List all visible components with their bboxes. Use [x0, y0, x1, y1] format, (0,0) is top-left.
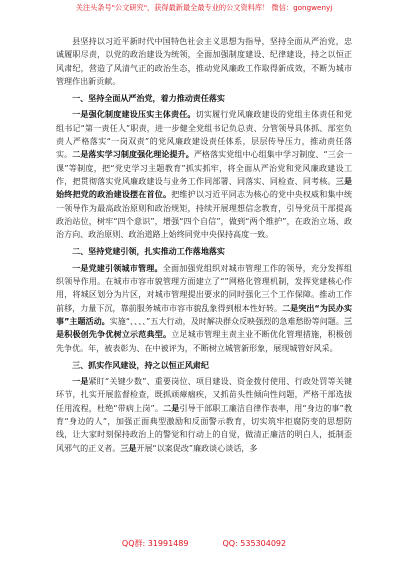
- point-title: 二是: [163, 403, 180, 413]
- point-title: 三是积极创先争优树立示范典型。: [56, 316, 352, 340]
- point-title: 一是: [72, 377, 89, 387]
- top-banner: 关注头条号"公文研究"，获得最新最全最专业的公文资料库！ 微信：gongwenyj: [75, 3, 333, 12]
- section-2-paragraph: [56, 262, 352, 355]
- point-text: 立足城市管理主责主业不断优化管理措施，积极创先争优。年，被表彰为、在中被评为，不断树立城管新形象，展现城管好风采。: [56, 330, 353, 353]
- footer-contact: [0, 538, 408, 549]
- point-title: 二是突出“为民办实事”主题活动。: [56, 303, 352, 326]
- document-body: [56, 35, 352, 455]
- point-title: 二是落实学习制度强化理论提升。: [72, 150, 194, 160]
- point-title: 三是: [120, 443, 137, 453]
- section-3-paragraph: [56, 375, 352, 455]
- point-title: 一是党建引领城市管理。: [72, 263, 163, 273]
- point-text: 切实履行党风廉政建设的党组主体责任和党组书记“第一责任人”职责，进一步健全党组书记负总责、分管领导具体抓、部室负责人严格落实“一岗双责”的党风廉政建设责任体系，层层传导压力，推动责任落实。: [56, 110, 353, 160]
- point-text: 严格落实党组中心组集中学习制度、“三会一课”等制度，把“党史学习主题教育”抓实抓牢，将全面从严治党和党风廉政建设工作，把贯彻落实党风廉政建设与业务工作同部署、同落实、同检查、同考核。: [56, 150, 353, 186]
- point-text: 实施“、、、、”五大行动，及时解决群众反映强烈的急难愁盼等问题。: [109, 316, 344, 326]
- section-heading-3: 三、抓实作风建设，持之以恒正风肃纪: [72, 360, 209, 370]
- point-title: 一是强化制度建设压实主体责任。: [72, 110, 196, 120]
- intro-paragraph: 县坚持以习近平新时代中国特色社会主义思想为指导，坚持全面从严治党，忠诚履职尽责，以党的政治建设为统领，全面加强制度建设、纪律建设，持之以恒正风肃纪，营造了风清气正的政治生态，推动党风廉政工作取得新成效，不断为城市管理作出新贡献。: [56, 37, 352, 86]
- qq-number: QQ: 535304092: [222, 539, 287, 548]
- point-text: 紧盯“关键少数”、重要岗位、项目建设、资金拨付使用、行政处罚等关键环节，扎实开展监督检查，既抓顽瘴痼疾，又抓苗头性倾向性问题，严格干部选拔任用流程，杜绝“带病上岗”。: [56, 377, 352, 413]
- point-text: 把维护以习近平同志为核心的党中央权威和集中统一领导作为最高政治原则和政治规矩，持续开展理想信念教育，引导党员干部提高政治站位，树牢“四个意识”，增强“四个自信”，做到“两个维护”，在政治立场、政治方向、政治原则、政治道路上始终同党中央保持高度一致。: [56, 190, 353, 240]
- point-text: 开展“以案促改”廉政谈心谈话，多: [136, 443, 258, 453]
- section-heading-2: 二、坚持党建引领，扎实推动工作落地落实: [72, 247, 225, 257]
- point-text: 全面加强党组织对城市管理工作的领导，充分发挥组织领导作用。在城市市容市貌管理方面建立了“”网格化管理机制，发挥党建核心作用，将城区划分为片区，对城市管理提出要求的同时强化三个工作保障。推动工作前移，力量下沉，靠前服务城市市容市貌乱象得到根本性好转。: [56, 263, 353, 313]
- point-title: 三是始终把党的政治建设摆在首位。: [56, 176, 353, 200]
- section-1-paragraph: [56, 108, 352, 241]
- section-heading-1: 一、坚持全面从严治党，着力推动责任落实: [72, 94, 225, 104]
- qq-group-number: QQ群: 31991489: [121, 539, 189, 548]
- point-text: 引导干部职工廉洁自律作表率，用“身边的事”教育“身边的人”，加强正面典型激励和反面警示教育，切实筑牢拒腐防变的思想防线，让大家时刻保持政治上的警觉和行动上的自觉，做清正廉洁的明白人，抵制歪风邪气的正义者。: [56, 403, 353, 453]
